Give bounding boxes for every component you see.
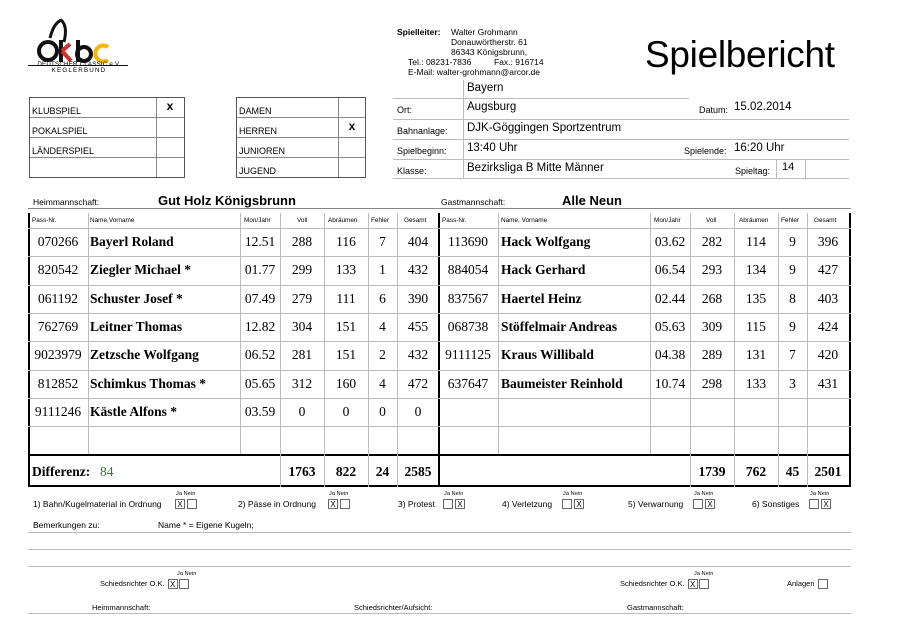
home-player-name: Bayerl Roland [90,234,174,249]
check-label: 5) Verwarnung [628,499,684,509]
home-voll: 281 [291,347,313,363]
home-gesamt: 0 [414,403,422,419]
home-birth-date: 12.51 [244,234,276,249]
home-fehler: 6 [379,290,386,306]
klasse-label: Klasse: [397,166,427,176]
guest-birth-date: 06.54 [654,262,686,278]
guest-fehler: 9 [789,318,796,334]
organizer-name: Walter Grohmann [451,27,518,37]
guest-abraeumen: 114 [746,234,766,249]
guest-voll: 289 [701,347,723,363]
guest-abraeumen: 115 [746,318,766,334]
referee-right-janein: Ja Nein [694,571,714,577]
home-total-voll: 1763 [288,464,316,479]
home-player-name: Ziegler Michael * [90,262,191,278]
check-janein-label: Ja Nein [444,491,464,497]
spielende-label: Spielende: [684,146,727,156]
herren-mark: x [348,119,356,133]
home-birth-date: 07.49 [244,290,276,306]
bahnanlage-value: DJK-Göggingen Sportzentrum [467,122,622,134]
klasse-value: Bezirksliga B Mitte Männer [467,162,604,174]
category-box [236,97,366,178]
guest-voll: 298 [701,375,723,391]
guest-fehler: 9 [789,262,796,278]
referee-right-nein-checkbox[interactable] [699,579,709,589]
check-ja-checkbox[interactable] [809,499,819,509]
guest-header-gesamt: Gesamt [814,217,837,224]
home-header-fehler: Fehler [371,217,390,224]
check-janein-label: Ja Nein [694,491,714,497]
game-type-pokalspiel: POKALSPIEL [32,126,88,136]
grid-line [28,228,851,229]
logo-text-line2: KEGLERBUND [51,67,107,74]
guest-voll: 282 [701,234,723,249]
spieltag-value: 14 [782,161,795,173]
home-gesamt: 404 [407,234,429,249]
referee-right-label: Schiedsrichter O.K. [620,579,685,588]
datum-value: 15.02.2014 [734,101,792,113]
organizer-fax: Fax.: 916714 [494,57,544,67]
home-pass-nr: 9023979 [34,347,82,363]
ort-label: Ort: [397,105,412,115]
organizer-label: Spielleiter: [397,27,441,37]
page-title: Spielbericht [645,34,835,75]
guest-player-name: Hack Gerhard [501,262,586,278]
guest-birth-date: 02.44 [654,290,686,306]
check-ja-checkbox[interactable]: X [328,499,338,509]
home-header-abraeumen: Abräumen [328,217,358,224]
guest-abraeumen: 134 [745,262,767,278]
check-label: 6) Sonstiges [752,499,800,509]
home-player-name: Schuster Josef * [90,290,183,306]
guest-voll: 309 [701,318,723,334]
home-pass-nr: 061192 [38,290,78,306]
check-janein-label: Ja Nein [176,491,196,497]
home-header-gesamt: Gesamt [404,217,427,224]
home-gesamt: 432 [407,262,429,278]
guest-birth-date: 10.74 [654,375,686,391]
guest-abraeumen: 131 [745,347,767,363]
guest-abraeumen: 133 [745,375,767,391]
home-team-label: Heimmannschaft: [33,197,100,207]
guest-player-name: Hack Wolfgang [501,234,591,249]
category-damen: DAMEN [239,106,272,116]
guest-pass-nr: 113690 [448,234,488,249]
anlagen-checkbox[interactable] [818,579,828,589]
logo-text-line1: DEUTSCHER CLASSIC e.V. [37,61,121,68]
home-header-name: Name,Vorname [90,217,135,224]
home-birth-date: 01.77 [244,262,276,278]
home-voll: 0 [298,403,306,419]
home-player-name: Schimkus Thomas * [90,375,207,391]
home-birth-date: 12.82 [244,318,276,334]
home-header-voll: Voll [297,217,308,224]
check-ja-checkbox[interactable] [443,499,453,509]
referee-right-ja-checkbox[interactable]: X [688,579,698,589]
klubspiel-mark: x [166,99,174,113]
home-pass-nr: 762769 [37,318,79,334]
home-pass-nr: 812852 [37,375,79,391]
check-janein-label: Ja Nein [810,491,830,497]
home-birth-date: 05.65 [244,375,276,391]
remarks-label: Bemerkungen zu: [33,520,100,530]
home-header-date: Mon/Jahr [244,217,271,224]
referee-right [620,579,709,589]
guest-gesamt: 427 [817,262,839,278]
home-fehler: 4 [379,318,386,334]
home-abraeumen: 0 [342,403,350,419]
home-pass-nr: 070266 [37,234,79,249]
guest-total-abraeumen: 762 [745,464,767,479]
spieltag-label: Spieltag: [735,166,771,176]
check-janein-label: Ja Nein [329,491,349,497]
grid-line [28,313,851,314]
check-ja-checkbox[interactable]: X [175,499,185,509]
home-fehler: 4 [379,375,386,391]
guest-fehler: 9 [789,234,796,249]
organizer-city: 86343 Königsbrunn, [451,47,528,57]
home-fehler: 7 [379,234,386,249]
guest-abraeumen: 135 [745,290,767,306]
home-abraeumen: 133 [335,262,357,278]
check-ja-checkbox[interactable] [562,499,572,509]
anlagen-label: Anlagen [787,579,815,588]
grid-line [28,426,851,427]
guest-total-fehler: 45 [785,464,800,479]
guest-team-name: Alle Neun [562,193,622,208]
home-total-abraeumen: 822 [335,464,357,479]
home-birth-date: 03.59 [244,403,276,419]
guest-gesamt: 403 [817,290,839,306]
guest-header-voll: Voll [706,217,717,224]
guest-pass-nr: 637647 [447,375,489,391]
guest-pass-nr: 9111125 [445,347,491,363]
check-nein-checkbox[interactable]: X [574,499,584,509]
grid-line [28,256,851,257]
land-value: Bayern [467,82,504,94]
home-pass-nr: 9111246 [34,403,82,419]
guest-fehler: 3 [789,375,796,391]
check-ja-checkbox[interactable] [693,499,703,509]
guest-gesamt: 431 [817,375,839,391]
grid-line [28,398,851,399]
guest-header-name: Name, Vorname [501,217,548,224]
grid-line [28,341,851,342]
home-voll: 299 [291,262,313,278]
game-type-klubspiel: KLUBSPIEL [32,106,82,116]
referee-left [100,579,189,589]
guest-team-label: Gastmannschaft: [441,197,506,207]
signature-referee-label: Schiedsrichter/Aufsicht: [354,603,433,612]
guest-player-name: Kraus Willibald [501,347,594,363]
anlagen [787,579,828,589]
home-voll: 279 [291,290,313,306]
game-type-laenderspiel: LÄNDERSPIEL [32,146,95,156]
home-player-name: Kästle Alfons * [90,403,178,419]
check-nein-checkbox[interactable]: X [455,499,465,509]
guest-header-abraeumen: Abräumen [739,217,769,224]
signature-home-label: Heimmannschaft: [92,603,151,612]
home-abraeumen: 116 [336,234,356,249]
home-voll: 304 [291,318,313,334]
difference-value: 84 [100,464,114,479]
grid-line [88,213,89,454]
difference-label: Differenz: [32,464,91,479]
home-voll: 312 [291,375,313,391]
guest-birth-date: 04.38 [654,347,686,363]
home-header-pass: Pass-Nr. [32,217,57,224]
guest-player-name: Haertel Heinz [501,290,582,306]
home-fehler: 0 [379,403,386,419]
referee-left-nein-checkbox[interactable] [179,579,189,589]
grid-line [28,285,851,286]
home-fehler: 2 [379,347,386,363]
home-total-gesamt: 2585 [404,464,432,479]
guest-pass-nr: 068738 [447,318,489,334]
referee-left-label: Schiedsrichter O.K. [100,579,165,588]
guest-gesamt: 424 [817,318,839,334]
home-pass-nr: 820542 [37,262,79,278]
check-label: 3) Protest [398,499,435,509]
guest-header-date: Mon/Jahr [654,217,681,224]
spielende-value: 16:20 Uhr [734,142,785,154]
category-herren: HERREN [239,126,278,136]
guest-header-pass: Pass-Nr. [442,217,467,224]
guest-total-gesamt: 2501 [814,464,842,479]
check-nein-checkbox[interactable]: X [705,499,715,509]
home-total-fehler: 24 [375,464,390,479]
guest-player-name: Baumeister Reinhold [501,375,623,391]
guest-fehler: 7 [789,347,796,363]
guest-total-voll: 1739 [698,464,726,479]
home-gesamt: 472 [407,375,429,391]
guest-pass-nr: 837567 [447,290,489,306]
datum-label: Datum: [699,105,729,115]
organizer-street: Donauwörtherstr. 61 [451,37,528,47]
check-nein-checkbox[interactable] [340,499,350,509]
home-fehler: 1 [379,262,386,278]
guest-gesamt: 420 [817,347,839,363]
bahnanlage-label: Bahnanlage: [397,126,448,136]
organizer-phone: Tel.: 08231-7836 [408,57,472,67]
signature-guest-label: Gastmannschaft: [627,603,684,612]
check-label: 2) Pässe in Ordnung [238,499,316,509]
home-abraeumen: 160 [335,375,357,391]
home-abraeumen: 151 [335,347,357,363]
guest-gesamt: 396 [817,234,839,249]
check-nein-checkbox[interactable] [187,499,197,509]
game-type-box [29,97,185,178]
home-gesamt: 390 [407,290,429,306]
guest-birth-date: 03.62 [654,234,686,249]
guest-birth-date: 05.63 [654,318,686,334]
remarks-text: Name * = Eigene Kugeln; [158,520,254,530]
guest-player-name: Stöffelmair Andreas [501,318,618,334]
guest-voll: 293 [701,262,723,278]
check-nein-checkbox[interactable]: X [821,499,831,509]
home-team-name: Gut Holz Königsbrunn [158,193,296,208]
spielbeginn-value: 13:40 Uhr [467,142,518,154]
home-abraeumen: 151 [335,318,357,334]
home-voll: 288 [291,234,313,249]
guest-fehler: 8 [789,290,796,306]
category-junioren: JUNIOREN [239,146,286,156]
guest-header-fehler: Fehler [781,217,800,224]
home-player-name: Leitner Thomas [90,318,183,334]
home-birth-date: 06.52 [244,347,276,363]
score-table [28,213,851,487]
spielbeginn-label: Spielbeginn: [397,146,447,156]
guest-pass-nr: 884054 [447,262,489,278]
grid-line [28,370,851,371]
check-janein-label: Ja Nein [563,491,583,497]
home-player-name: Zetzsche Wolfgang [90,347,199,363]
ort-value: Augsburg [467,101,517,113]
category-jugend: JUGEND [239,166,277,176]
home-abraeumen: 111 [336,290,356,306]
home-gesamt: 455 [407,318,429,334]
totals-row [28,456,851,487]
referee-left-ja-checkbox[interactable]: X [168,579,178,589]
referee-left-janein: Ja Nein [177,571,197,577]
check-label: 1) Bahn/Kugelmaterial in Ordnung [33,499,162,509]
grid-line [498,213,499,454]
check-label: 4) Verletzung [502,499,553,509]
guest-voll: 268 [701,290,723,306]
organizer-email: E-Mail: walter-grohmann@arcor.de [408,67,540,77]
home-gesamt: 432 [407,347,429,363]
